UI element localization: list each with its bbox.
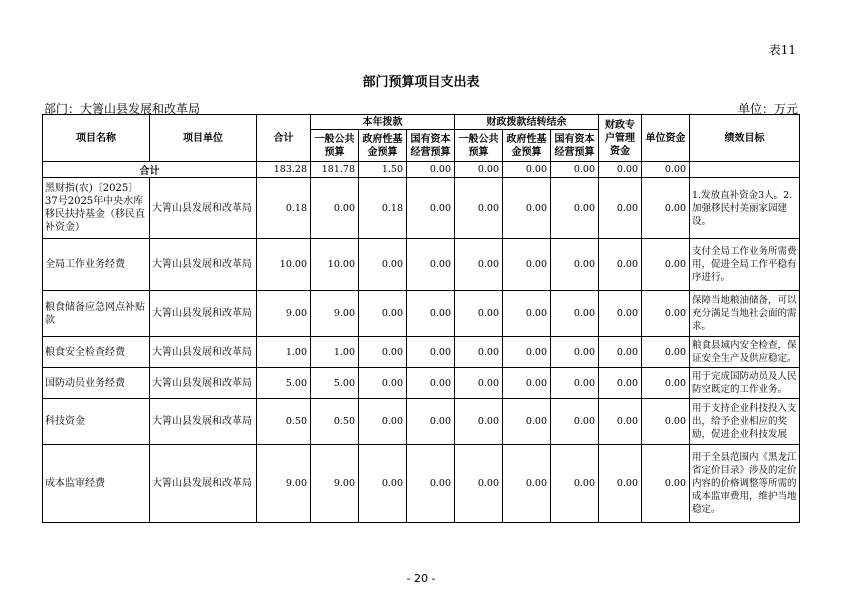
amount-cell: 0.00	[551, 178, 599, 239]
performance-cell: 粮食县域内安全检查，保证安全生产及供应稳定。	[690, 337, 800, 368]
performance-cell: 用于支持企业科技投入支出，给予企业相应的奖励，促进企业科技发展	[690, 399, 800, 445]
page-number: - 20 -	[406, 572, 436, 585]
total-cell: 1.50	[359, 162, 407, 178]
amount-cell: 0.00	[642, 337, 690, 368]
total-cell: 0.00	[503, 162, 551, 178]
amount-cell: 0.00	[407, 291, 455, 337]
total-cell: 181.78	[311, 162, 359, 178]
total-row	[43, 162, 800, 178]
header-sub: 一般公共预算	[311, 130, 359, 162]
project-org-cell: 大箐山县发展和改革局	[150, 178, 257, 239]
amount-cell: 0.00	[642, 239, 690, 291]
amount-cell: 0.00	[503, 368, 551, 399]
project-expenditure-table	[42, 114, 800, 523]
total-label: 合计	[43, 162, 257, 178]
amount-cell: 5.00	[257, 368, 311, 399]
amount-cell: 10.00	[311, 239, 359, 291]
project-org-cell: 大箐山县发展和改革局	[150, 239, 257, 291]
amount-cell: 0.00	[503, 178, 551, 239]
amount-cell: 0.00	[359, 445, 407, 523]
amount-cell: 0.00	[359, 291, 407, 337]
table-row	[43, 178, 800, 239]
amount-cell: 0.00	[551, 445, 599, 523]
header-sub: 国有资本经营预算	[551, 130, 599, 162]
amount-cell: 1.00	[311, 337, 359, 368]
total-cell: 0.00	[642, 162, 690, 178]
total-cell: 0.00	[455, 162, 503, 178]
amount-cell: 0.00	[407, 178, 455, 239]
total-cell: 183.28	[257, 162, 311, 178]
header-sub: 政府性基金预算	[503, 130, 551, 162]
total-cell: 0.00	[407, 162, 455, 178]
header-special-account: 财政专户管理资金	[599, 115, 642, 162]
amount-cell: 1.00	[257, 337, 311, 368]
amount-cell: 0.00	[642, 445, 690, 523]
project-name-cell: 粮食储备应急网点补贴款	[43, 291, 150, 337]
header-this-year: 本年拨款	[311, 115, 455, 130]
project-name-cell: 科技资金	[43, 399, 150, 445]
amount-cell: 0.50	[311, 399, 359, 445]
amount-cell: 0.18	[257, 178, 311, 239]
project-org-cell: 大箐山县发展和改革局	[150, 291, 257, 337]
header-sub: 国有资本经营预算	[407, 130, 455, 162]
amount-cell: 0.00	[407, 337, 455, 368]
project-org-cell: 大箐山县发展和改革局	[150, 399, 257, 445]
amount-cell: 0.00	[503, 337, 551, 368]
amount-cell: 0.00	[551, 399, 599, 445]
project-org-cell: 大箐山县发展和改革局	[150, 445, 257, 523]
amount-cell: 0.00	[311, 178, 359, 239]
performance-cell: 用于全县范围内《黑龙江省定价目录》涉及的定价内容的价格调整等所需的成本监审费用，维护当地稳定。	[690, 445, 800, 523]
amount-cell: 0.00	[407, 399, 455, 445]
amount-cell: 5.00	[311, 368, 359, 399]
project-name-cell: 粮食安全检查经费	[43, 337, 150, 368]
project-name-cell: 国防动员业务经费	[43, 368, 150, 399]
amount-cell: 0.50	[257, 399, 311, 445]
amount-cell: 9.00	[257, 291, 311, 337]
header-sub: 一般公共预算	[455, 130, 503, 162]
table-row	[43, 239, 800, 291]
project-name-cell: 黑财指(农)〔2025〕37号2025年中央水库移民扶持基金（移民直补资金）	[43, 178, 150, 239]
table-row	[43, 368, 800, 399]
amount-cell: 0.00	[455, 291, 503, 337]
amount-cell: 0.00	[551, 239, 599, 291]
amount-cell: 0.00	[359, 337, 407, 368]
amount-cell: 0.00	[642, 399, 690, 445]
amount-cell: 0.00	[407, 239, 455, 291]
header-carryover: 财政拨款结转结余	[455, 115, 599, 130]
amount-cell: 0.00	[551, 368, 599, 399]
amount-cell: 0.00	[455, 445, 503, 523]
amount-cell: 0.00	[503, 399, 551, 445]
amount-cell: 0.00	[642, 178, 690, 239]
total-cell: 0.00	[599, 162, 642, 178]
amount-cell: 0.00	[359, 368, 407, 399]
amount-cell: 0.00	[599, 291, 642, 337]
table-number: 表11	[768, 43, 796, 57]
amount-cell: 0.00	[455, 337, 503, 368]
table-row	[43, 291, 800, 337]
header-sub: 政府性基金预算	[359, 130, 407, 162]
amount-cell: 0.00	[599, 399, 642, 445]
amount-cell: 0.00	[503, 445, 551, 523]
project-org-cell: 大箐山县发展和改革局	[150, 337, 257, 368]
amount-cell: 0.00	[599, 337, 642, 368]
amount-cell: 0.00	[599, 368, 642, 399]
amount-cell: 0.00	[551, 337, 599, 368]
amount-cell: 0.00	[642, 368, 690, 399]
performance-cell: 1.发放直补资金3人。2.加强移民村美丽家园建设。	[690, 178, 800, 239]
performance-cell: 保障当地粮油储备，可以充分满足当地社会面的需求。	[690, 291, 800, 337]
amount-cell: 0.00	[455, 239, 503, 291]
header-project-name: 项目名称	[43, 115, 150, 162]
amount-cell: 10.00	[257, 239, 311, 291]
performance-cell: 用于完成国防动员及人民防空既定的工作业务。	[690, 368, 800, 399]
project-name-cell: 成本监审经费	[43, 445, 150, 523]
page-title: 部门预算项目支出表	[362, 75, 480, 90]
header-total: 合计	[257, 115, 311, 162]
table-row	[43, 337, 800, 368]
department-label: 部门：大箐山县发展和改革局	[44, 102, 201, 116]
amount-cell: 0.00	[359, 399, 407, 445]
amount-cell: 0.00	[503, 291, 551, 337]
table-row	[43, 445, 800, 523]
amount-cell: 0.00	[599, 239, 642, 291]
amount-cell: 0.00	[455, 368, 503, 399]
amount-cell: 0.00	[599, 178, 642, 239]
total-cell: 0.00	[551, 162, 599, 178]
amount-cell: 9.00	[311, 445, 359, 523]
amount-cell: 9.00	[257, 445, 311, 523]
amount-cell: 0.00	[503, 239, 551, 291]
amount-cell: 0.18	[359, 178, 407, 239]
amount-cell: 0.00	[551, 291, 599, 337]
project-org-cell: 大箐山县发展和改革局	[150, 368, 257, 399]
header-project-org: 项目单位	[150, 115, 257, 162]
total-perf-cell	[690, 162, 800, 178]
amount-cell: 0.00	[455, 178, 503, 239]
amount-cell: 0.00	[359, 239, 407, 291]
amount-cell: 0.00	[455, 399, 503, 445]
performance-cell: 支付全局工作业务所需费用，促进全局工作平稳有序进行。	[690, 239, 800, 291]
amount-cell: 0.00	[407, 368, 455, 399]
header-unit-funds: 单位资金	[642, 115, 690, 162]
amount-cell: 9.00	[311, 291, 359, 337]
amount-cell: 0.00	[599, 445, 642, 523]
table-row	[43, 399, 800, 445]
amount-cell: 0.00	[642, 291, 690, 337]
project-name-cell: 全局工作业务经费	[43, 239, 150, 291]
unit-label: 单位：万元	[737, 102, 798, 116]
header-performance: 绩效目标	[690, 115, 800, 162]
amount-cell: 0.00	[407, 445, 455, 523]
